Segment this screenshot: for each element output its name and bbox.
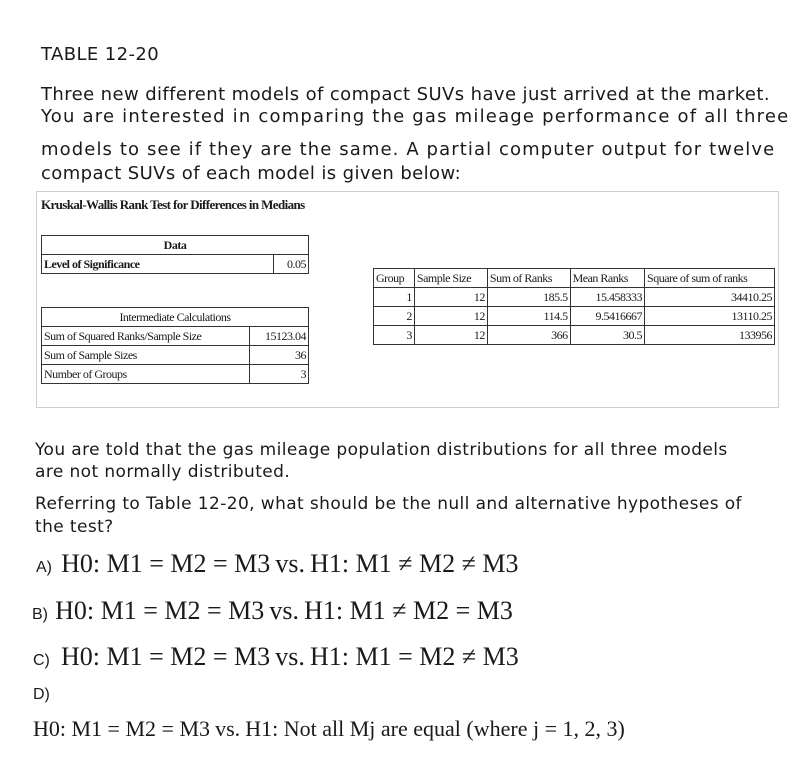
data-table: [41, 235, 309, 274]
intro-line-3: models to see if they are the same. A partial computer output for twelve: [41, 139, 776, 160]
col-header: Group: [374, 269, 415, 288]
alternative-hypothesis: H1: Not all Mj are equal (where j = 1, 2, 3): [245, 716, 625, 741]
table-row: [374, 326, 775, 345]
versus-label: vs.: [275, 549, 305, 578]
option-c[interactable]: [33, 642, 519, 672]
option-letter: C): [33, 652, 50, 669]
alternative-hypothesis: H1: M1 ≠ M2 = M3: [304, 596, 513, 625]
group-ranks-table: [373, 268, 775, 345]
significance-label: Level of Significance: [42, 255, 274, 274]
col-header: Sum of Ranks: [487, 269, 570, 288]
cell-square-sum-ranks: 133956: [645, 326, 775, 345]
intro-line-1: Three new different models of compact SUVs have just arrived at the market.: [41, 84, 770, 105]
cell-mean-ranks: 30.5: [570, 326, 644, 345]
cell-sample-size: 12: [414, 288, 487, 307]
cell-square-sum-ranks: 34410.25: [645, 288, 775, 307]
option-letter: B): [32, 606, 48, 623]
question-line-2: are not normally distributed.: [35, 462, 291, 482]
intermediate-calculations-table: [41, 307, 309, 384]
cell-sum-of-ranks: 366: [487, 326, 570, 345]
intermediate-label: Sum of Squared Ranks/Sample Size: [42, 327, 250, 346]
option-letter: A): [36, 559, 52, 576]
cell-sum-of-ranks: 185.5: [487, 288, 570, 307]
cell-sum-of-ranks: 114.5: [487, 307, 570, 326]
option-a[interactable]: [36, 549, 519, 579]
versus-label: vs.: [215, 716, 241, 741]
figure-title: Kruskal-Wallis Rank Test for Differences in Medians: [41, 197, 305, 212]
null-hypothesis: H0: M1 = M2 = M3: [60, 642, 271, 671]
intermediate-label: Sum of Sample Sizes: [42, 346, 250, 365]
cell-mean-ranks: 15.458333: [570, 288, 644, 307]
intro-line-4: compact SUVs of each model is given below:: [41, 163, 462, 184]
null-hypothesis: H0: M1 = M2 = M3: [55, 596, 265, 625]
option-d[interactable]: [33, 716, 625, 742]
cell-sample-size: 12: [414, 326, 487, 345]
table-row: [374, 288, 775, 307]
significance-value: 0.05: [274, 255, 309, 274]
table-reference: TABLE 12-20: [41, 44, 160, 65]
alternative-hypothesis: H1: M1 ≠ M2 ≠ M3: [310, 549, 519, 578]
option-b[interactable]: [32, 596, 513, 626]
cell-mean-ranks: 9.5416667: [570, 307, 644, 326]
intermediate-value: 3: [250, 365, 309, 384]
question-line-3: Referring to Table 12-20, what should be the null and alternative hypotheses of: [35, 494, 742, 514]
option-d-letter[interactable]: D): [33, 686, 50, 703]
versus-label: vs.: [269, 596, 299, 625]
question-line-4: the test?: [35, 517, 114, 537]
col-header: Sample Size: [414, 269, 487, 288]
intermediate-value: 36: [250, 346, 309, 365]
null-hypothesis: H0: M1 = M2 = M3: [33, 716, 210, 741]
cell-group: 2: [374, 307, 415, 326]
cell-sample-size: 12: [414, 307, 487, 326]
intermediate-label: Number of Groups: [42, 365, 250, 384]
null-hypothesis: H0: M1 = M2 = M3: [61, 549, 271, 578]
col-header: Square of sum of ranks: [645, 269, 775, 288]
alternative-hypothesis: H1: M1 = M2 ≠ M3: [309, 642, 519, 671]
table-row: [374, 307, 775, 326]
cell-group: 1: [374, 288, 415, 307]
cell-group: 3: [374, 326, 415, 345]
data-header: Data: [42, 236, 309, 255]
versus-label: vs.: [275, 642, 305, 671]
intermediate-header: Intermediate Calculations: [42, 308, 309, 327]
intro-line-2: You are interested in comparing the gas mileage performance of all three: [41, 106, 790, 127]
computer-output-figure: [36, 191, 779, 408]
question-line-1: You are told that the gas mileage population distributions for all three models: [35, 440, 728, 460]
cell-square-sum-ranks: 13110.25: [645, 307, 775, 326]
intermediate-value: 15123.04: [250, 327, 309, 346]
col-header: Mean Ranks: [570, 269, 644, 288]
